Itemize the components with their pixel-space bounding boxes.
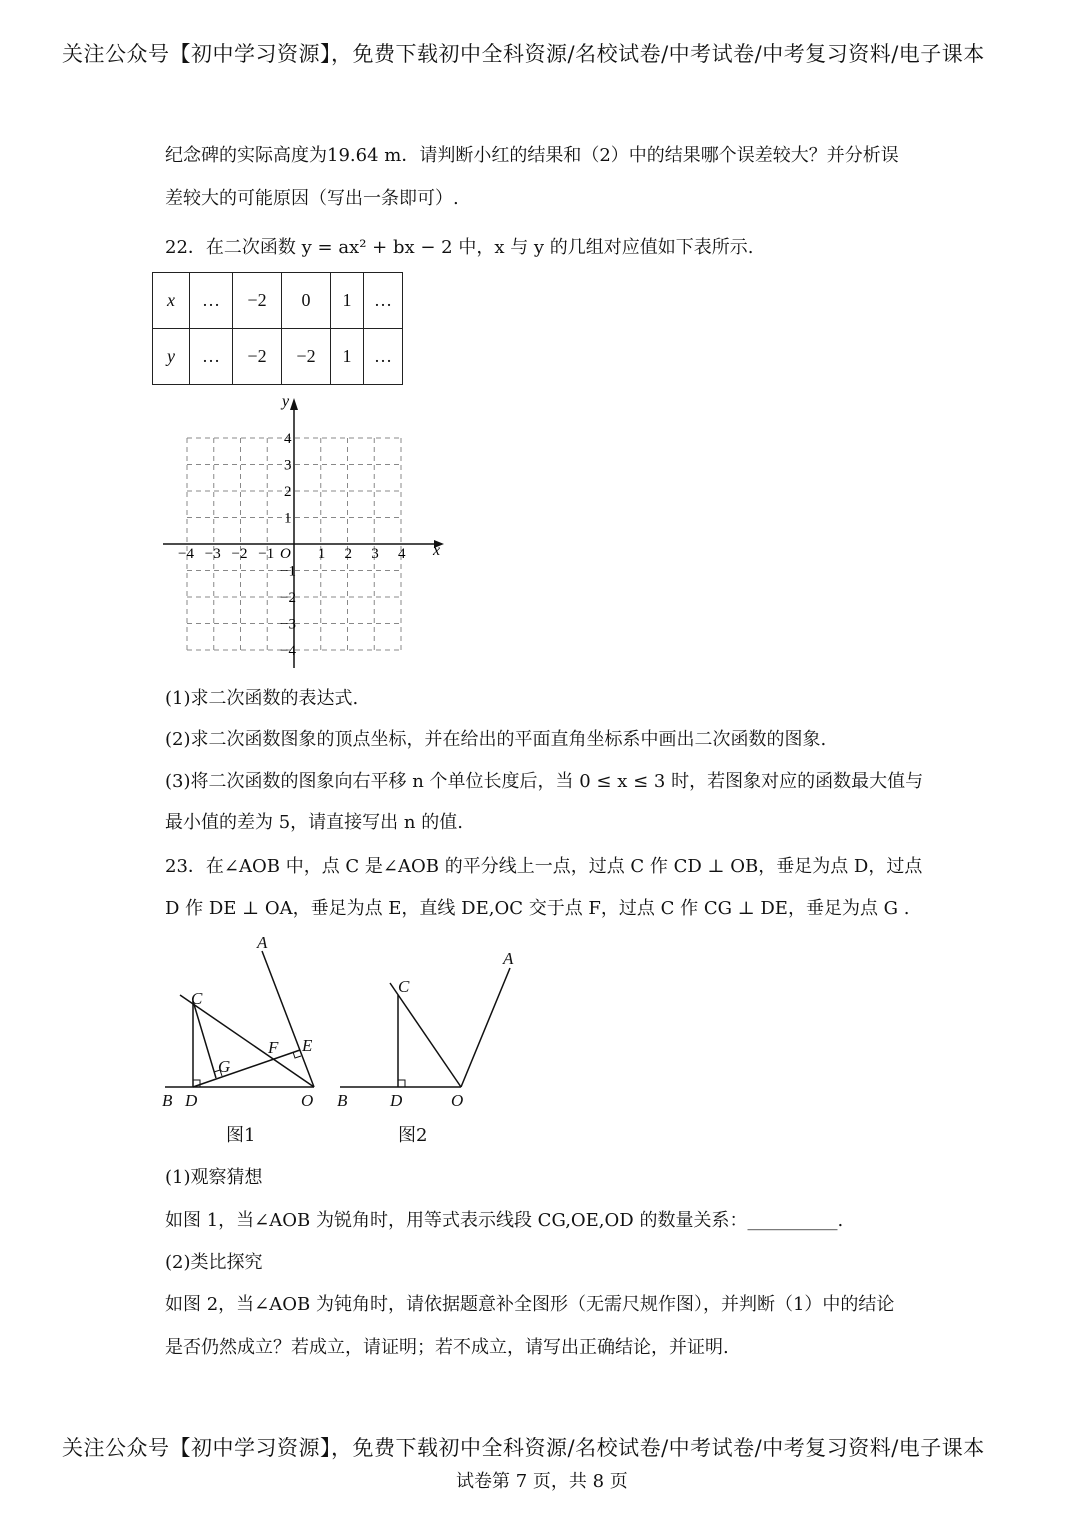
table-cell: −2 bbox=[233, 329, 282, 385]
table-cell: … bbox=[364, 273, 403, 329]
table-cell: −2 bbox=[282, 329, 331, 385]
fig2-label-O: O bbox=[451, 1091, 464, 1110]
x-tick-label: 3 bbox=[371, 546, 379, 562]
y-tick-label: −1 bbox=[280, 563, 296, 580]
right-angle-D bbox=[398, 1080, 405, 1087]
x-axis-label: x bbox=[433, 542, 441, 559]
q22-part3-line1: (3)将二次函数的图象向右平移 n 个单位长度后，当 0 ≤ x ≤ 3 时，若图象对应的函数最大值与 bbox=[165, 771, 924, 792]
x-tick-label: 1 bbox=[317, 546, 326, 562]
y-axis-label: y bbox=[282, 393, 290, 410]
fig1-label-E: E bbox=[302, 1036, 313, 1055]
q22-stem: 22．在二次函数 y = ax² + bx − 2 中，x 与 y 的几组对应值如下表所示. bbox=[165, 237, 754, 258]
y-tick-label: 4 bbox=[284, 431, 292, 447]
fig2-label-A: A bbox=[503, 949, 514, 968]
table-cell-label: x bbox=[153, 273, 190, 329]
x-tick-label: 2 bbox=[344, 546, 352, 562]
table-cell: 0 bbox=[282, 273, 331, 329]
table-row-x bbox=[153, 273, 403, 329]
x-tick-label: 4 bbox=[398, 546, 406, 562]
line-OC bbox=[390, 983, 461, 1087]
coordinate-grid bbox=[155, 392, 455, 672]
q23-part1-title: (1)观察猜想 bbox=[165, 1167, 263, 1188]
q21-text-line1: 纪念碑的实际高度为19.64 m．请判断小红的结果和（2）中的结果哪个误差较大？并分析误 bbox=[165, 145, 899, 166]
fig1-label-O: O bbox=[301, 1091, 314, 1110]
q23-part2-title: (2)类比探究 bbox=[165, 1252, 263, 1273]
y-tick-label: −3 bbox=[280, 616, 296, 633]
top-banner: 关注公众号【初中学习资源】，免费下载初中全科资源/名校试卷/中考试卷/中考复习资料/电子课本 bbox=[62, 42, 985, 66]
bottom-banner: 关注公众号【初中学习资源】，免费下载初中全科资源/名校试卷/中考试卷/中考复习资料/电子课本 bbox=[62, 1436, 985, 1460]
table-cell: … bbox=[190, 273, 233, 329]
line-OC bbox=[180, 995, 314, 1087]
q23-part2-line2: 是否仍然成立？若成立，请证明；若不成立，请写出正确结论，并证明. bbox=[165, 1337, 729, 1358]
right-angle-E bbox=[293, 1052, 301, 1058]
q23-stem-line2: D 作 DE ⊥ OA，垂足为点 E，直线 DE,OC 交于点 F，过点 C 作 CG ⊥ DE，垂足为点 G . bbox=[165, 898, 910, 919]
x-tick-labels bbox=[178, 546, 406, 562]
fig1-label-B: B bbox=[162, 1091, 173, 1110]
fig1-label-F: F bbox=[268, 1038, 279, 1057]
table-cell: −2 bbox=[233, 273, 282, 329]
q21-text-line2: 差较大的可能原因（写出一条即可）. bbox=[165, 188, 459, 209]
fig1-label-G: G bbox=[218, 1057, 231, 1076]
x-tick-label: −2 bbox=[231, 546, 248, 562]
x-tick-label: −1 bbox=[258, 546, 275, 562]
x-tick-label: −3 bbox=[204, 546, 221, 562]
q22-value-table bbox=[152, 272, 403, 385]
table-cell: 1 bbox=[331, 329, 364, 385]
origin-label: O bbox=[280, 546, 291, 562]
y-tick-label: 1 bbox=[284, 510, 292, 527]
fig1-label-A: A bbox=[257, 933, 268, 952]
figure-2 bbox=[330, 930, 520, 1110]
table-row-y bbox=[153, 329, 403, 385]
q22-part2: (2)求二次函数图象的顶点坐标，并在给出的平面直角坐标系中画出二次函数的图象. bbox=[165, 729, 827, 750]
ray-OA bbox=[262, 951, 314, 1087]
q22-part3-line2: 最小值的差为 5，请直接写出 n 的值. bbox=[165, 812, 463, 833]
fig2-label-B: B bbox=[337, 1091, 348, 1110]
fig2-label-D: D bbox=[390, 1091, 403, 1110]
y-tick-label: −4 bbox=[280, 643, 296, 659]
x-tick-label: −4 bbox=[178, 546, 194, 562]
fig2-label-C: C bbox=[398, 977, 410, 996]
fig1-label-C: C bbox=[191, 989, 203, 1008]
fig1-caption: 图1 bbox=[226, 1125, 256, 1146]
q22-part1: (1)求二次函数的表达式. bbox=[165, 688, 359, 709]
q23-stem-line1: 23．在∠AOB 中，点 C 是∠AOB 的平分线上一点，过点 C 作 CD ⊥ OB，垂足为点 D，过点 bbox=[165, 856, 923, 877]
y-tick-label: −2 bbox=[280, 590, 296, 606]
table-cell: … bbox=[364, 329, 403, 385]
y-tick-label: 2 bbox=[284, 484, 292, 500]
table-cell: … bbox=[190, 329, 233, 385]
table-cell-label: y bbox=[153, 329, 190, 385]
fig1-label-D: D bbox=[185, 1091, 198, 1110]
ray-OA bbox=[461, 968, 510, 1087]
q23-part2-line1: 如图 2，当∠AOB 为钝角时，请依据题意补全图形（无需尺规作图），并判断（1）中的结论 bbox=[165, 1294, 895, 1315]
figure-1 bbox=[155, 930, 335, 1110]
table-cell: 1 bbox=[331, 273, 364, 329]
q23-part1-text: 如图 1，当∠AOB 为锐角时，用等式表示线段 CG,OE,OD 的数量关系：__________. bbox=[165, 1210, 844, 1231]
page-footer: 试卷第 7 页，共 8 页 bbox=[456, 1471, 628, 1492]
y-tick-label: 3 bbox=[284, 457, 292, 474]
fig2-caption: 图2 bbox=[398, 1125, 428, 1146]
y-axis-arrow bbox=[290, 398, 298, 410]
